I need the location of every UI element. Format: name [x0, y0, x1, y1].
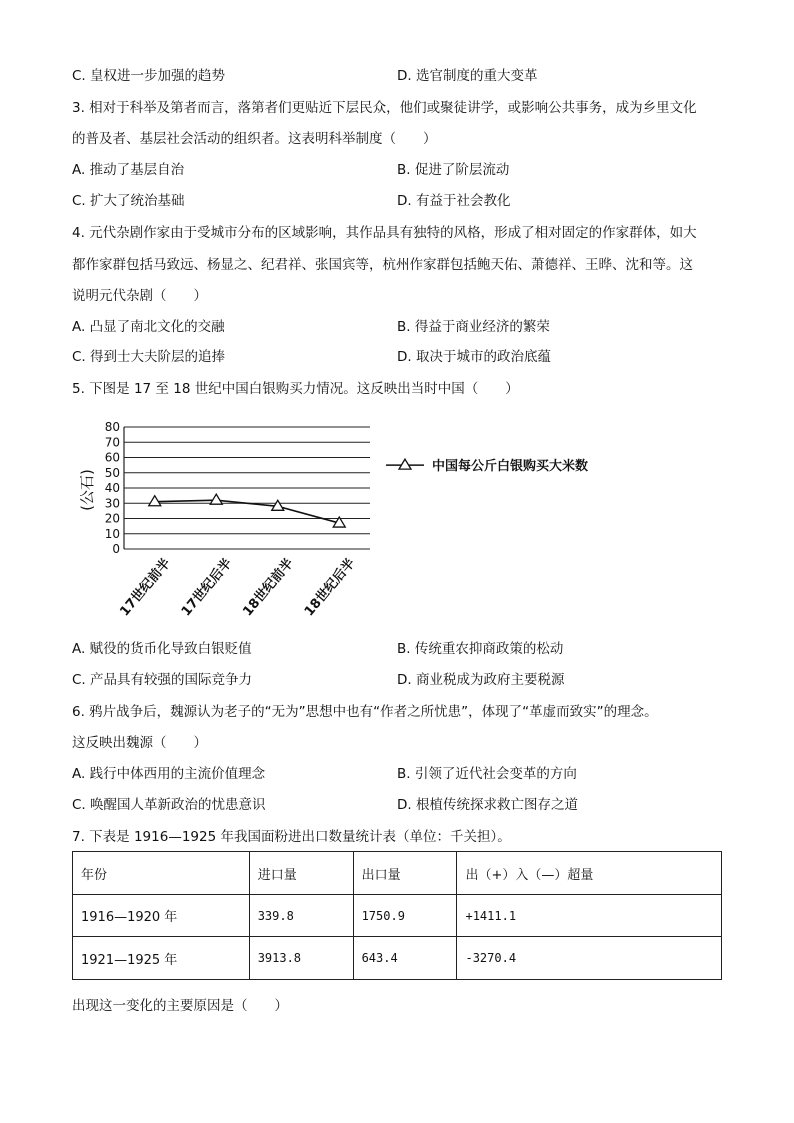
q4-option-d: D. 取决于城市的政治底蕴 — [397, 349, 551, 365]
q5-option-c: C. 产品具有较强的国际竞争力 — [72, 672, 253, 688]
table-cell: 643.4 — [353, 937, 457, 980]
table-header-cell: 进口量 — [249, 852, 353, 895]
table-cell: 3913.8 — [249, 937, 353, 980]
data-point-triangle — [149, 496, 161, 506]
y-axis-label: (公石) — [78, 469, 96, 511]
q3-option-b: B. 促进了阶层流动 — [397, 162, 510, 178]
q4-stem-line2: 都作家群包括马致远、杨显之、纪君祥、张国宾等，杭州作家群包括鲍天佑、萧德祥、王晔、沈和等。这 — [72, 257, 693, 273]
q3-option-d: D. 有益于社会教化 — [397, 193, 511, 209]
x-tick-label: 17世纪后半 — [178, 555, 236, 620]
line-chart — [70, 418, 630, 638]
q6-option-c: C. 唤醒国人革新政治的忧患意识 — [72, 797, 266, 813]
legend-label: 中国每公斤白银购买大米数 — [432, 459, 589, 475]
table-header-row — [73, 852, 722, 895]
y-tick-label: 80 — [104, 420, 120, 434]
y-tick-label: 0 — [112, 542, 120, 556]
q4-option-a: A. 凸显了南北文化的交融 — [72, 319, 225, 335]
table-cell: 339.8 — [249, 895, 353, 937]
y-tick-label: 70 — [104, 435, 120, 450]
x-tick-label: 17世纪前半 — [117, 555, 174, 620]
x-tick-label: 18世纪前半 — [240, 555, 297, 620]
q3-stem-line2: 的普及者、基层社会活动的组织者。这表明科举制度（ ） — [72, 131, 437, 147]
table-cell: 1750.9 — [353, 895, 457, 937]
y-tick-label: 40 — [104, 481, 120, 495]
y-tick-label: 10 — [104, 526, 120, 541]
q4-stem-line3: 说明元代杂剧（ ） — [72, 288, 207, 304]
q6-option-a: A. 践行中体西用的主流价值理念 — [72, 766, 266, 782]
q7-question: 出现这一变化的主要原因是（ ） — [72, 998, 288, 1014]
q5-stem: 5. 下图是 17 至 18 世纪中国白银购买力情况。这反映出当时中国（ ） — [72, 381, 519, 397]
flour-trade-table — [72, 851, 722, 980]
table-cell: +1411.1 — [457, 895, 722, 937]
x-tick-label: 18世纪后半 — [301, 555, 359, 620]
y-tick-label: 60 — [104, 450, 120, 465]
q2-option-d: D. 选官制度的重大变革 — [397, 68, 538, 84]
table-cell: 1916—1920 年 — [73, 895, 250, 937]
q4-option-b: B. 得益于商业经济的繁荣 — [397, 319, 550, 335]
table-row — [73, 895, 722, 937]
q5-option-d: D. 商业税成为政府主要税源 — [397, 672, 565, 688]
q3-stem-line1: 3. 相对于科举及第者而言，落第者们更贴近下层民众，他们或聚徒讲学，或影响公共事务，成为乡里文化 — [72, 100, 697, 116]
legend-marker — [399, 459, 411, 469]
y-tick-label: 30 — [104, 496, 120, 511]
q6-option-d: D. 根植传统探求救亡图存之道 — [397, 797, 578, 813]
data-point-triangle — [210, 494, 222, 504]
y-tick-label: 50 — [104, 465, 120, 480]
q6-stem-line1: 6. 鸦片战争后，魏源认为老子的“无为”思想中也有“作者之所忧患”，体现了“革虚而致实”的理念。 — [72, 704, 658, 720]
table-header-cell: 出口量 — [353, 852, 457, 895]
table-header-cell: 出（+）入（—）超量 — [457, 852, 722, 895]
q2-option-c: C. 皇权进一步加强的趋势 — [72, 68, 226, 84]
table-header-cell: 年份 — [73, 852, 250, 895]
q5-option-b: B. 传统重农抑商政策的松动 — [397, 641, 564, 657]
table-cell: 1921—1925 年 — [73, 937, 250, 980]
table-row — [73, 937, 722, 980]
silver-purchasing-chart — [70, 418, 630, 638]
q3-option-a: A. 推动了基层自治 — [72, 162, 185, 178]
q4-stem-line1: 4. 元代杂剧作家由于受城市分布的区域影响，其作品具有独特的风格，形成了相对固定的作家群体，如大 — [72, 225, 697, 241]
y-tick-label: 20 — [104, 511, 120, 526]
q3-option-c: C. 扩大了统治基础 — [72, 193, 185, 209]
table-cell: -3270.4 — [457, 937, 722, 980]
q5-option-a: A. 赋役的货币化导致白银贬值 — [72, 641, 252, 657]
q6-option-b: B. 引领了近代社会变革的方向 — [397, 766, 577, 782]
q6-stem-line2: 这反映出魏源（ ） — [72, 735, 207, 751]
q4-option-c: C. 得到士大夫阶层的追捧 — [72, 349, 226, 365]
q7-stem: 7. 下表是 1916—1925 年我国面粉进出口数量统计表（单位：千关担）。 — [72, 829, 511, 845]
